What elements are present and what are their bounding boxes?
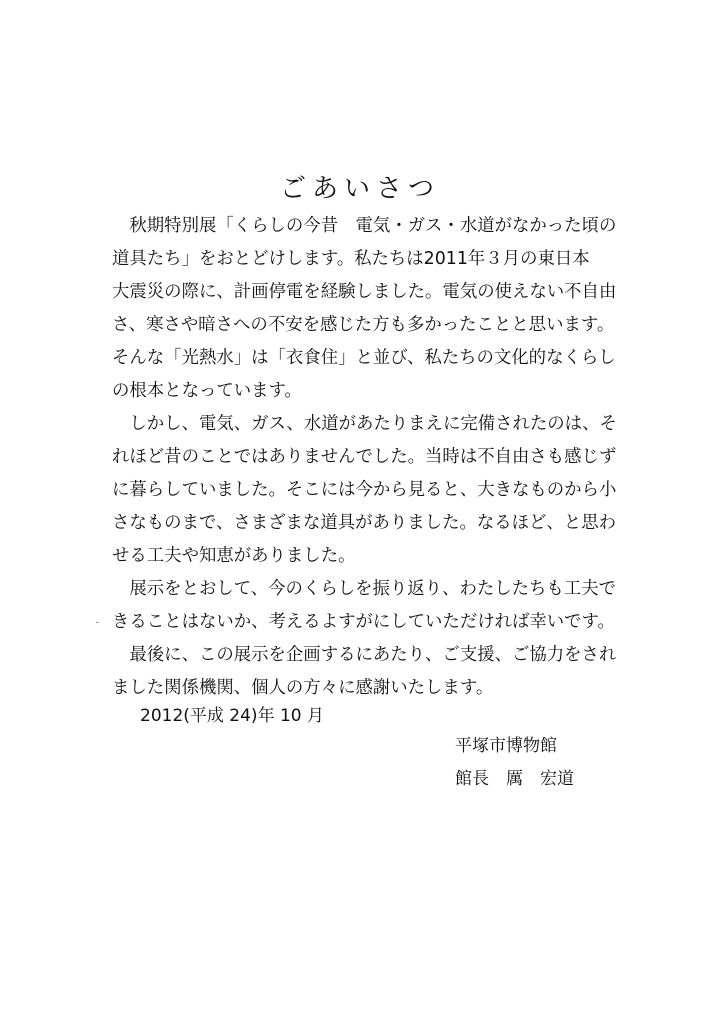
body-line: しかし、電気、ガス、水道があたりまえに完備されたのは、そ xyxy=(112,414,617,434)
body-line: 秋期特別展「くらしの今昔 電気・ガス・水道がなかった頃の xyxy=(112,216,617,236)
scan-speck xyxy=(96,622,99,623)
body-line: 展示をとおして、今のくらしを振り返り、わたしたちも工夫で xyxy=(112,579,616,599)
organization-name: 平塚市博物館 xyxy=(455,736,557,756)
signature-block xyxy=(455,730,574,796)
body-line: ました関係機関、個人の方々に感謝いたします。 xyxy=(112,678,494,698)
body-line: 大震災の際に、計画停電を経験しました。電気の使えない不自由 xyxy=(112,282,617,302)
body-line: さなものまで、さまざまな道具がありました。なるほど、と思わ xyxy=(112,513,616,533)
body-line: せる工夫や知恵がありました。 xyxy=(112,546,356,566)
body-line: そんな「光熱水」は「衣食住」と並び、私たちの文化的なくらし xyxy=(112,348,616,368)
body-line: 道具たち」をおとどけします。私たちは2011年３月の東日本 xyxy=(112,249,590,269)
body-line: の根本となっています。 xyxy=(112,381,302,401)
document-title: ごあいさつ xyxy=(279,174,440,204)
body-line: さ、寒さや暗さへの不安を感じた方も多かったことと思います。 xyxy=(112,315,615,335)
document-date: 2012(平成 24)年 10 月 xyxy=(140,706,325,726)
body-line: に暮らしていました。そこには今から見ると、大きなものから小 xyxy=(112,480,617,500)
body-line: きることはないか、考えるよすがにしていただければ幸いです。 xyxy=(112,612,615,632)
body-line: 最後に、この展示を企画するにあたり、ご支援、ご協力をされ xyxy=(112,645,617,665)
signatory-name: 館長 厲 宏道 xyxy=(455,769,574,789)
body-line: れほど昔のことではありませんでした。当時は不自由さも感じず xyxy=(112,447,617,467)
greeting-body xyxy=(112,210,622,705)
